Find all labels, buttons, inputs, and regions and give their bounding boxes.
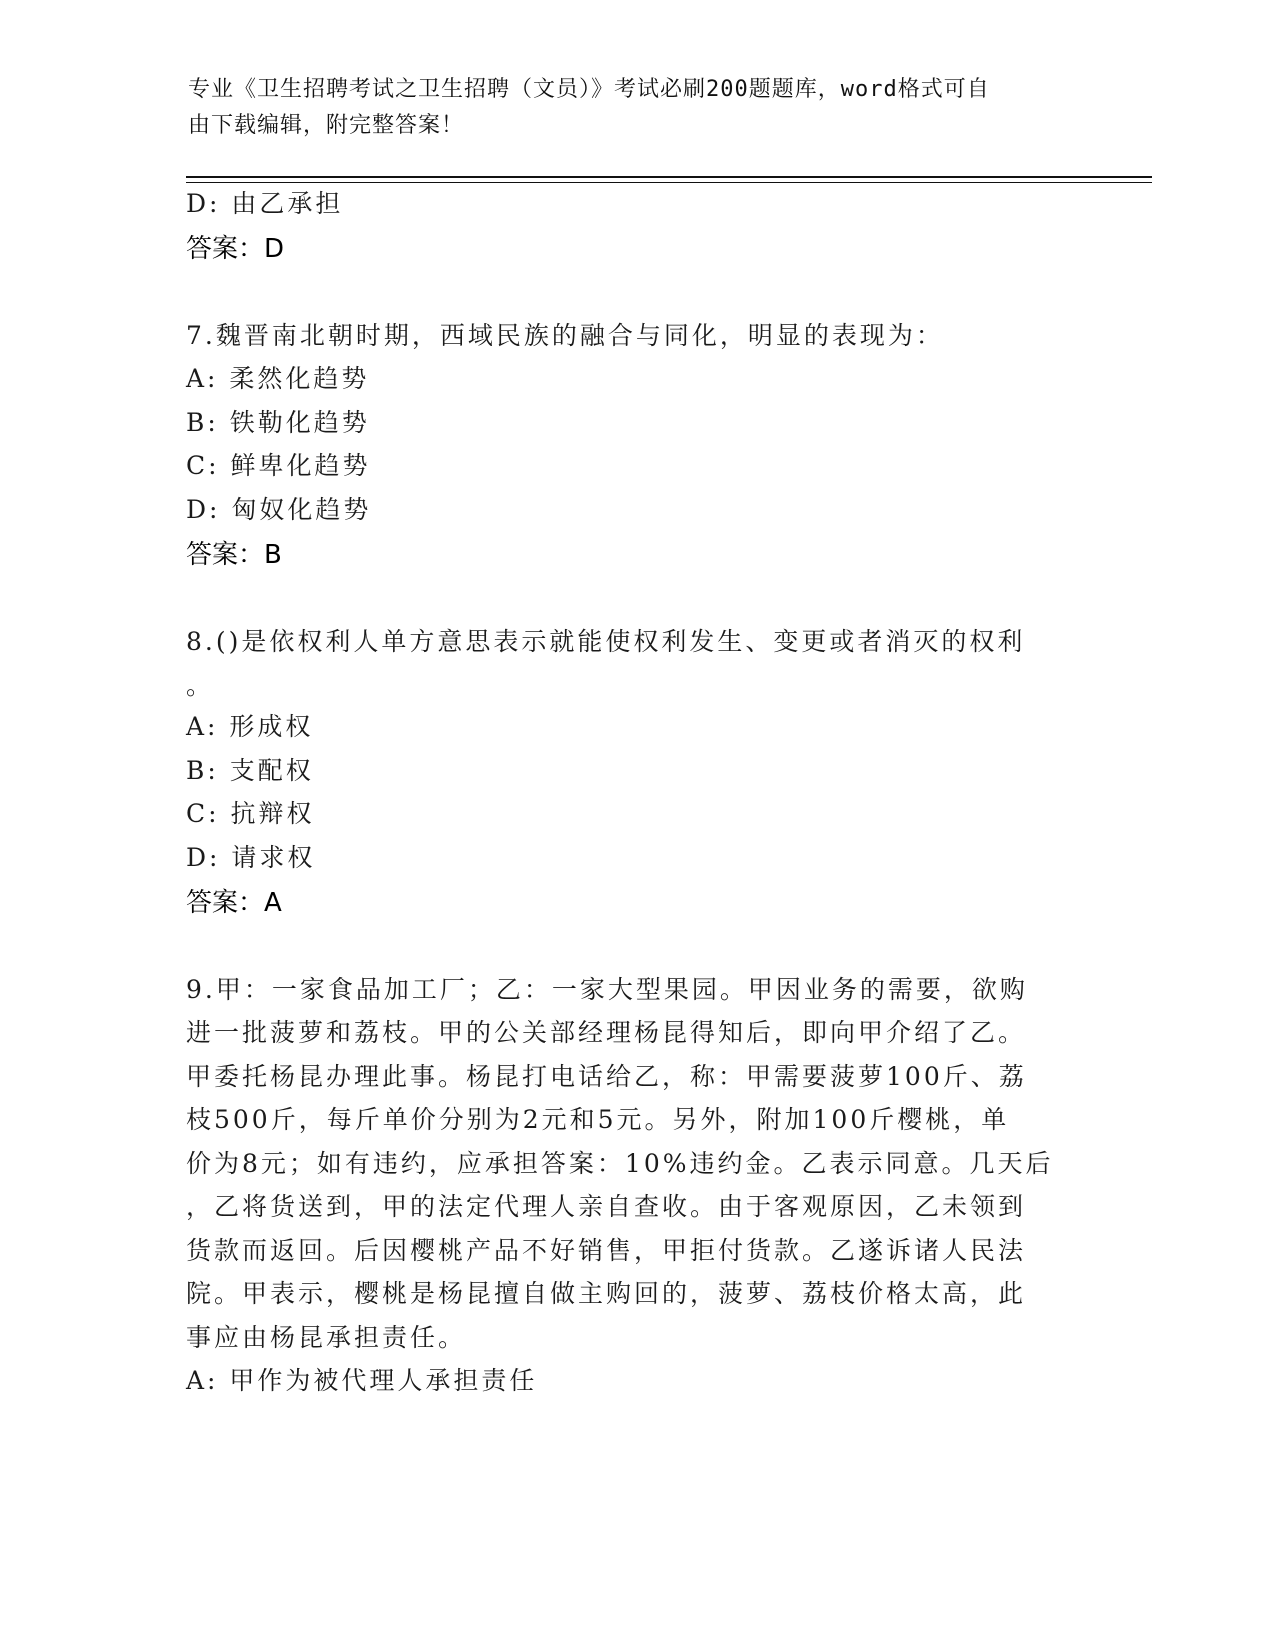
- header-line-2: 由下载编辑，附完整答案！: [188, 113, 465, 138]
- header-line-1: 专业《卫生招聘考试之卫生招聘（文员）》考试必刷200题题库，word格式可自: [188, 77, 990, 102]
- q9-stem-line: 院。甲表示，樱桃是杨昆擅自做主购回的，菠萝、荔枝价格太高，此: [186, 1279, 1027, 1308]
- q7-option-b: B: 铁勒化趋势: [186, 408, 370, 437]
- q9-stem-line: 事应由杨昆承担责任。: [186, 1323, 467, 1352]
- q8-answer: 答案：A: [186, 888, 282, 918]
- q9-stem-line: ，乙将货送到，甲的法定代理人亲自查收。由于客观原因，乙未领到: [186, 1192, 1027, 1221]
- q8-option-d: D: 请求权: [186, 843, 316, 872]
- header-rule-thin: [186, 182, 1152, 183]
- q8-stem-line-1: 8.()是依权利人单方意思表示就能使权利发生、变更或者消灭的权利: [186, 627, 1026, 656]
- q8-option-c: C: 抗辩权: [186, 799, 315, 828]
- q8-option-a: A: 形成权: [186, 712, 314, 741]
- q9-stem-line: 9.甲：一家食品加工厂；乙：一家大型果园。甲因业务的需要，欲购: [186, 975, 1028, 1004]
- q7-answer: 答案：B: [186, 540, 282, 570]
- q6-answer: 答案：D: [186, 234, 285, 264]
- q9-stem-line: 价为8元；如有违约，应承担答案：10%违约金。乙表示同意。几天后: [186, 1149, 1054, 1178]
- q7-option-d: D: 匈奴化趋势: [186, 495, 372, 524]
- header-rule-thick: [186, 176, 1152, 178]
- q7-option-c: C: 鲜卑化趋势: [186, 451, 371, 480]
- q9-stem-line: 甲委托杨昆办理此事。杨昆打电话给乙，称：甲需要菠萝100斤、荔: [186, 1062, 1027, 1091]
- q7-stem: 7.魏晋南北朝时期，西域民族的融合与同化，明显的表现为：: [186, 321, 944, 350]
- q8-stem-line-2: 。: [186, 671, 215, 700]
- q9-stem-line: 枝500斤，每斤单价分别为2元和5元。另外，附加100斤樱桃，单: [186, 1105, 1010, 1134]
- q6-option-d: D: 由乙承担: [186, 189, 344, 218]
- q8-option-b: B: 支配权: [186, 756, 314, 785]
- page-header: [188, 72, 1068, 144]
- q7-option-a: A: 柔然化趋势: [186, 364, 370, 393]
- q9-option-a: A: 甲作为被代理人承担责任: [186, 1366, 538, 1395]
- q9-stem-line: 货款而返回。后因樱桃产品不好销售，甲拒付货款。乙遂诉诸人民法: [186, 1236, 1027, 1265]
- q9-stem-line: 进一批菠萝和荔枝。甲的公关部经理杨昆得知后，即向甲介绍了乙。: [186, 1018, 1027, 1047]
